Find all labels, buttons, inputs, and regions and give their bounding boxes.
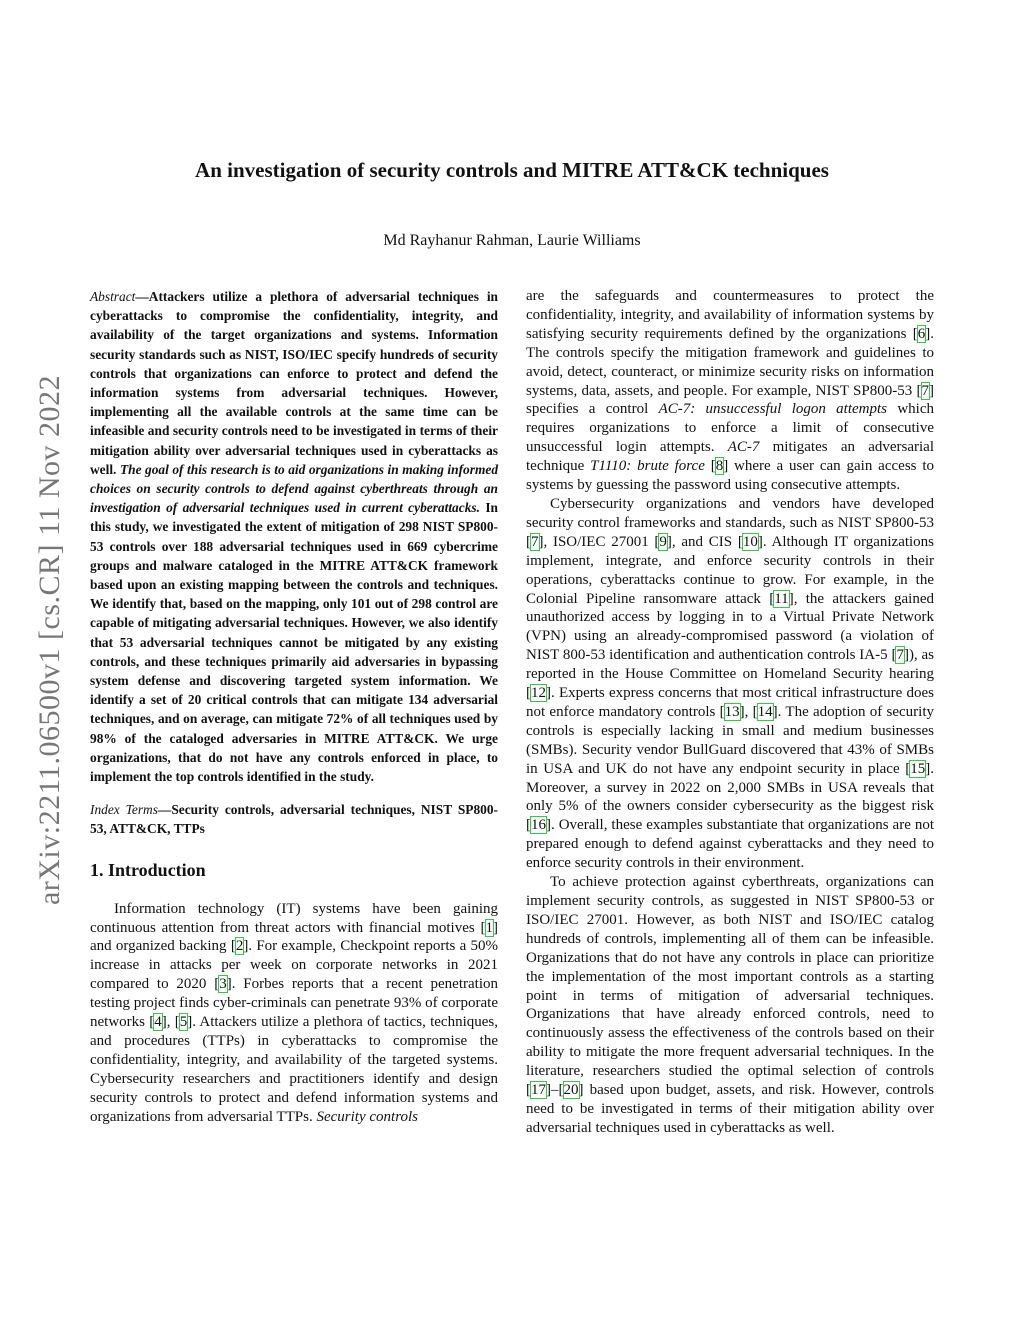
paper-authors: Md Rayhanur Rahman, Laurie Williams [383,232,641,249]
citation-link[interactable]: 5 [179,1014,188,1031]
abstract-text-1: Attackers utilize a plethora of adversarial techniques in cyberattacks to compromise the confidentiality, integrity, and availability of the target organizations and systems. Information security standards such as NIST, ISO/IEC specify hundreds of security controls that organizations can enforce to protect and defend the information systems from adversarial techniques. However, implementing all the available controls at the same time can be infeasible and security controls need to be investigated in terms of their mitigation ability over adversarial techniques used in cyberattacks as well. [90,289,498,477]
citation-link[interactable]: 6 [917,325,926,342]
abstract-goal: The goal of this research is to aid organizations in making informed choices on security controls to defend against cyberthreats through an investigation of adversarial techniques used in current cyberattacks. [90,461,499,516]
citation-link[interactable]: 13 [724,703,740,720]
citation-link[interactable]: 11 [774,590,789,607]
left-column [90,287,498,1126]
citation-link[interactable]: 16 [531,817,546,834]
citation-link[interactable]: 20 [563,1082,579,1099]
right-column [526,287,934,1138]
arxiv-identifier: arXiv:2211.06500v1 [cs.CR] 11 Nov 2022 [33,374,66,906]
index-terms-label: Index Terms [90,802,158,818]
citation-link[interactable]: 8 [715,458,724,475]
intro-paragraph-3: To achieve protection against cyberthreats, organizations can implement security controls, as suggested in NIST SP800-53 or ISO/IEC 27001. However, as both NIST and ISO/IEC catalog hundreds of controls, implementing all of them can be infeasible. Organizations that do not have any controls in place can prioritize the implementation of the most important controls as a starting point in terms of mitigation of adversarial techniques. Organizations that have already enforced controls, need to continuously assess the effectiveness of the controls based on their ability to mitigate the more frequent adversarial techniques. In the literature, researchers studied the optimal selection of controls [17]–[20] based upon budget, assets, and risk. However, controls need to be investigated in terms of their mitigation ability over adversarial techniques used in cyberattacks as well. [526,874,934,1136]
intro-paragraph-2: Cybersecurity organizations and vendors have developed security control frameworks and standards, such as NIST SP800-53 [7], ISO/IEC 27001 [9], and CIS [10]. Although IT organizations implement, integrate, and enforce security controls in their operations, cyberattacks continue to grow. For example, in the Colonial Pipeline ransomware attack [11], the attackers gained unauthorized access by logging in to a Virtual Private Network (VPN) using an already-compromised password (a violation of NIST 800-53 identification and authentication controls IA-5 [7]), as reported in the House Committee on Homeland Security hearing [12]. Experts express concerns that most critical infrastructure does not enforce mandatory controls [13], [14]. The adoption of security controls is especially lacking in small and medium businesses (SMBs). Security vendor BullGuard discovered that 43% of SMBs in USA and UK do not have any endpoint security in place [15]. Moreover, a survey in 2022 on 2,000 SMBs in USA reveals that only 5% of the owners consider cybersecurity as the biggest risk [16]. Overall, these examples substantiate that organizations are not prepared enough to defend against cyberattacks and they need to enforce security controls in their environment. [526,495,935,872]
citation-link[interactable]: 12 [531,685,546,702]
abstract: Abstract—Attackers utilize a plethora of adversarial techniques in cyberattacks to compromise the confidentiality, integrity, and availability of the target organizations and systems. Information security standards such as NIST, ISO/IEC specify hundreds of security controls that organizations can enforce to protect and defend the information systems from adversarial techniques. However, implementing all the available controls at the same time can be infeasible and security controls need to be investigated in terms of their mitigation ability over adversarial techniques used in cyberattacks as well. The goal of this research is to aid organizations in making informed choices on security controls to defend against cyberthreats through an investigation of adversarial techniques used in current cyberattacks. In this study, we investigated the extent of mitigation of 298 NIST SP800-53 controls over 188 adversarial techniques used in 669 cybercrime groups and malware cataloged in the MITRE ATT&CK framework based upon an existing mapping between the controls and techniques. We identify that, based on the mapping, only 101 out of 298 control are capable of mitigating adversarial techniques. However, we also identify that 53 adversarial techniques cannot be mitigated by any existing controls, and these techniques primarily aid adversaries in bypassing system defense and discovering targeted system information. We identify a set of 20 critical controls that can mitigate 134 adversarial techniques, and on average, can mitigate 72% of all techniques used by 98% of the cataloged adversaries in MITRE ATT&CK. We urge organizations, that do not have any controls enforced in place, to implement the top controls identified in the study. [90,289,499,785]
citation-link[interactable]: 2 [235,938,244,955]
citation-link[interactable]: 15 [910,760,926,777]
paper-title: An investigation of security controls and MITRE ATT&CK techniques [195,158,829,182]
index-terms: Index Terms—Security controls, adversarial techniques, NIST SP800-53, ATT&CK, TTPs [90,802,498,837]
section-heading: 1. Introduction [90,859,206,880]
citation-link[interactable]: 7 [896,647,904,664]
citation-link[interactable]: 7 [531,533,539,550]
index-terms-text: Security controls, adversarial techniques, NIST SP800-53, ATT&CK, TTPs [90,802,498,837]
citation-link[interactable]: 9 [659,533,667,550]
citation-link[interactable]: 14 [757,703,773,720]
intro-paragraph-1-continued: are the safeguards and countermeasures to protect the confidentiality, integrity, and availability of information systems by satisfying security requirements defined by the organizations [6]. The controls specify the mitigation framework and guidelines to avoid, detect, counteract, or minimize security risks on information systems, data, assets, and people. For example, NIST SP800-53 [7] specifies a control AC-7: unsuccessful logon attempts which requires organizations to enforce a limit of consecutive unsuccessful login attempts. AC-7 mitigates an adversarial technique T1110: brute force [8] where a user can gain access to systems by guessing the password using consecutive attempts. [526,288,934,494]
citation-link[interactable]: 10 [742,533,758,550]
arxiv-sidebar [30,340,70,940]
citation-link[interactable]: 3 [219,976,227,993]
intro-paragraph-1: Information technology (IT) systems have been gaining continuous attention from threat actors with financial motives [1] and organized backing [2]. For example, Checkpoint reports a 50% increase in attacks per week on corporate networks in 2021 compared to 2020 [3]. Forbes reports that a recent penetration testing project finds cyber-criminals can penetrate 93% of corporate networks [4], [5]. Attackers utilize a plethora of tactics, techniques, and procedures (TTPs) in cyberattacks to compromise the confidentiality, integrity, and availability of the targeted systems. Cybersecurity researchers and practitioners identify and design security controls to protect and defend information systems and organizations from adversarial TTPs. Security controls [90,900,499,1125]
citation-link[interactable]: 1 [485,919,493,936]
citation-link[interactable]: 4 [154,1014,162,1031]
abstract-text-2: In this study, we investigated the extent of mitigation of 298 NIST SP800-53 controls over 188 adversarial techniques used in 669 cybercrime groups and malware cataloged in the MITRE ATT&CK framework based upon an existing mapping between the controls and techniques. We identify that, based on the mapping, only 101 out of 298 control are capable of mitigating adversarial techniques. However, we also identify that 53 adversarial techniques cannot be mitigated by any existing controls, and these techniques primarily aid adversaries in bypassing system defense and discovering targeted system information. We identify a set of 20 critical controls that can mitigate 134 adversarial techniques, and on average, can mitigate 72% of all techniques used by 98% of the cataloged adversaries in MITRE ATT&CK. We urge organizations, that do not have any controls enforced in place, to implement the top controls identified in the study. [90,500,498,785]
citation-link[interactable]: 17 [531,1082,546,1099]
abstract-label: Abstract [90,289,136,304]
citation-link[interactable]: 7 [921,382,929,399]
